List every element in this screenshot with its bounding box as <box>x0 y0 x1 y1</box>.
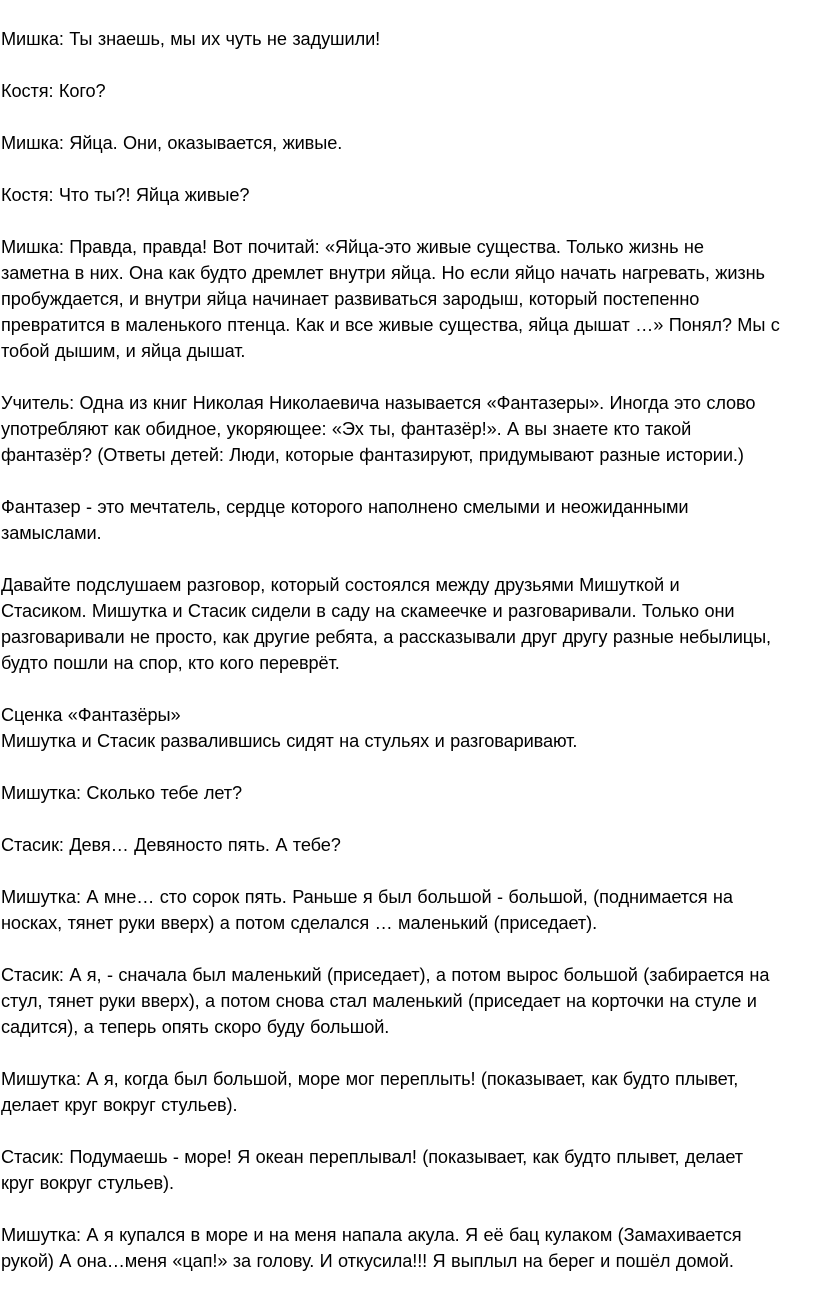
paragraph <box>1 1066 816 1118</box>
text-line: Костя: Что ты?! Яйца живые? <box>1 185 250 205</box>
paragraph <box>1 130 816 156</box>
paragraph <box>1 182 816 208</box>
paragraph <box>1 1144 816 1196</box>
paragraph <box>1 26 816 52</box>
text-line: Давайте подслушаем разговор, который состоялся между друзьями Мишуткой и <box>1 575 680 595</box>
text-line: Мишутка: А я, когда был большой, море мог переплыть! (показывает, как будто плывет, <box>1 1069 739 1089</box>
text-line: Мишка: Яйца. Они, оказывается, живые. <box>1 133 343 153</box>
text-line: пробуждается, и внутри яйца начинает развиваться зародыш, который постепенно <box>1 289 700 309</box>
text-line: Фантазер - это мечтатель, сердце которого наполнено смелыми и неожиданными <box>1 497 689 517</box>
paragraph <box>1 390 816 468</box>
text-line: Стасик: Девя… Девяносто пять. А тебе? <box>1 835 341 855</box>
text-line: разговаривали не просто, как другие ребята, а рассказывали друг другу разные небылицы, <box>1 627 771 647</box>
text-line: Мишка: Ты знаешь, мы их чуть не задушили! <box>1 29 381 49</box>
text-line: заметна в них. Она как будто дремлет внутри яйца. Но если яйцо начать нагревать, жизнь <box>1 263 765 283</box>
text-line: рукой) А она…меня «цап!» за голову. И откусила!!! Я выплыл на берег и пошёл домой. <box>1 1251 734 1271</box>
text-line: Мишутка: А мне… сто сорок пять. Раньше я был большой - большой, (поднимается на <box>1 887 733 907</box>
text-line: превратится в маленького птенца. Как и все живые существа, яйца дышат …» Понял? Мы с <box>1 315 780 335</box>
text-line: будто пошли на спор, кто кого переврёт. <box>1 653 340 673</box>
text-line: Мишка: Правда, правда! Вот почитай: «Яйца-это живые существа. Только жизнь не <box>1 237 704 257</box>
text-line: Мишутка: А я купался в море и на меня напала акула. Я её бац кулаком (Замахивается <box>1 1225 742 1245</box>
paragraph <box>1 780 816 806</box>
text-line: Стасик: Подумаешь - море! Я океан переплывал! (показывает, как будто плывет, делает <box>1 1147 743 1167</box>
text-line: круг вокруг стульев). <box>1 1173 174 1193</box>
paragraph <box>1 78 816 104</box>
document-page <box>0 26 816 1300</box>
paragraph <box>1 832 816 858</box>
paragraph <box>1 1222 816 1274</box>
paragraph <box>1 494 816 546</box>
paragraph <box>1 234 816 364</box>
text-line: замыслами. <box>1 523 102 543</box>
text-line: Стасик: А я, - сначала был маленький (приседает), а потом вырос большой (забирается на <box>1 965 770 985</box>
text-line: Сценка «Фантазёры» <box>1 705 181 725</box>
text-line: Мишутка: Сколько тебе лет? <box>1 783 243 803</box>
text-line: употребляют как обидное, укоряющее: «Эх ты, фантазёр!». А вы знаете кто такой <box>1 419 692 439</box>
text-line: носках, тянет руки вверх) а потом сделался … маленький (приседает). <box>1 913 598 933</box>
text-line: Мишутка и Стасик развалившись сидят на стульях и разговаривают. <box>1 731 578 751</box>
text-line: Костя: Кого? <box>1 81 106 101</box>
text-line: фантазёр? (Ответы детей: Люди, которые фантазируют, придумывают разные истории.) <box>1 445 744 465</box>
text-line: садится), а теперь опять скоро буду большой. <box>1 1017 390 1037</box>
text-line: делает круг вокруг стульев). <box>1 1095 238 1115</box>
text-line: стул, тянет руки вверх), а потом снова стал маленький (приседает на корточки на стуле и <box>1 991 757 1011</box>
paragraph <box>1 884 816 936</box>
text-line: тобой дышим, и яйца дышат. <box>1 341 246 361</box>
paragraph <box>1 962 816 1040</box>
paragraph <box>1 572 816 676</box>
text-line: Стасиком. Мишутка и Стасик сидели в саду на скамеечке и разговаривали. Только они <box>1 601 735 621</box>
paragraph <box>1 702 816 754</box>
text-line: Учитель: Одна из книг Николая Николаевича называется «Фантазеры». Иногда это слово <box>1 393 756 413</box>
